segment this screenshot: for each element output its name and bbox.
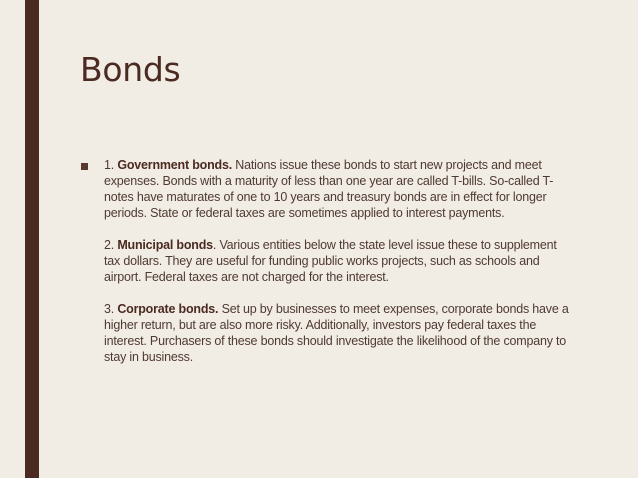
item-number: 2. [104, 238, 115, 252]
paragraph-corporate-bonds [104, 301, 574, 365]
bullet-square-icon [81, 163, 88, 170]
term-corporate-bonds: Corporate bonds. [117, 302, 219, 316]
bullet-content [104, 157, 574, 365]
accent-bar [25, 0, 39, 478]
description-government-bonds: Nations issue these bonds to start new projects and meet expenses. Bonds with a maturity of less than one year are called T-bills. So-called T-notes have maturates of one to 10 years and treasury bonds are in effect for longer periods. State or federal taxes are sometimes applied to interest payments. [104, 158, 554, 220]
description-municipal-bonds: . Various entities below the state level issue these to supplement tax dollars. They are useful for funding public works projects, such as schools and airport. Federal taxes are not charged for the interest. [104, 238, 557, 284]
item-number: 1. [104, 158, 115, 172]
slide-title: Bonds [80, 50, 181, 89]
term-government-bonds: Government bonds. [117, 158, 232, 172]
item-number: 3. [104, 302, 115, 316]
term-municipal-bonds: Municipal bonds [117, 238, 213, 252]
description-corporate-bonds: Set up by businesses to meet expenses, corporate bonds have a higher return, but are also more risky. Additionally, investors pay federal taxes the interest. Purchasers of these bonds should investigate the likelihood of the company to stay in business. [104, 302, 569, 364]
paragraph-government-bonds [104, 157, 574, 221]
paragraph-municipal-bonds [104, 237, 574, 285]
